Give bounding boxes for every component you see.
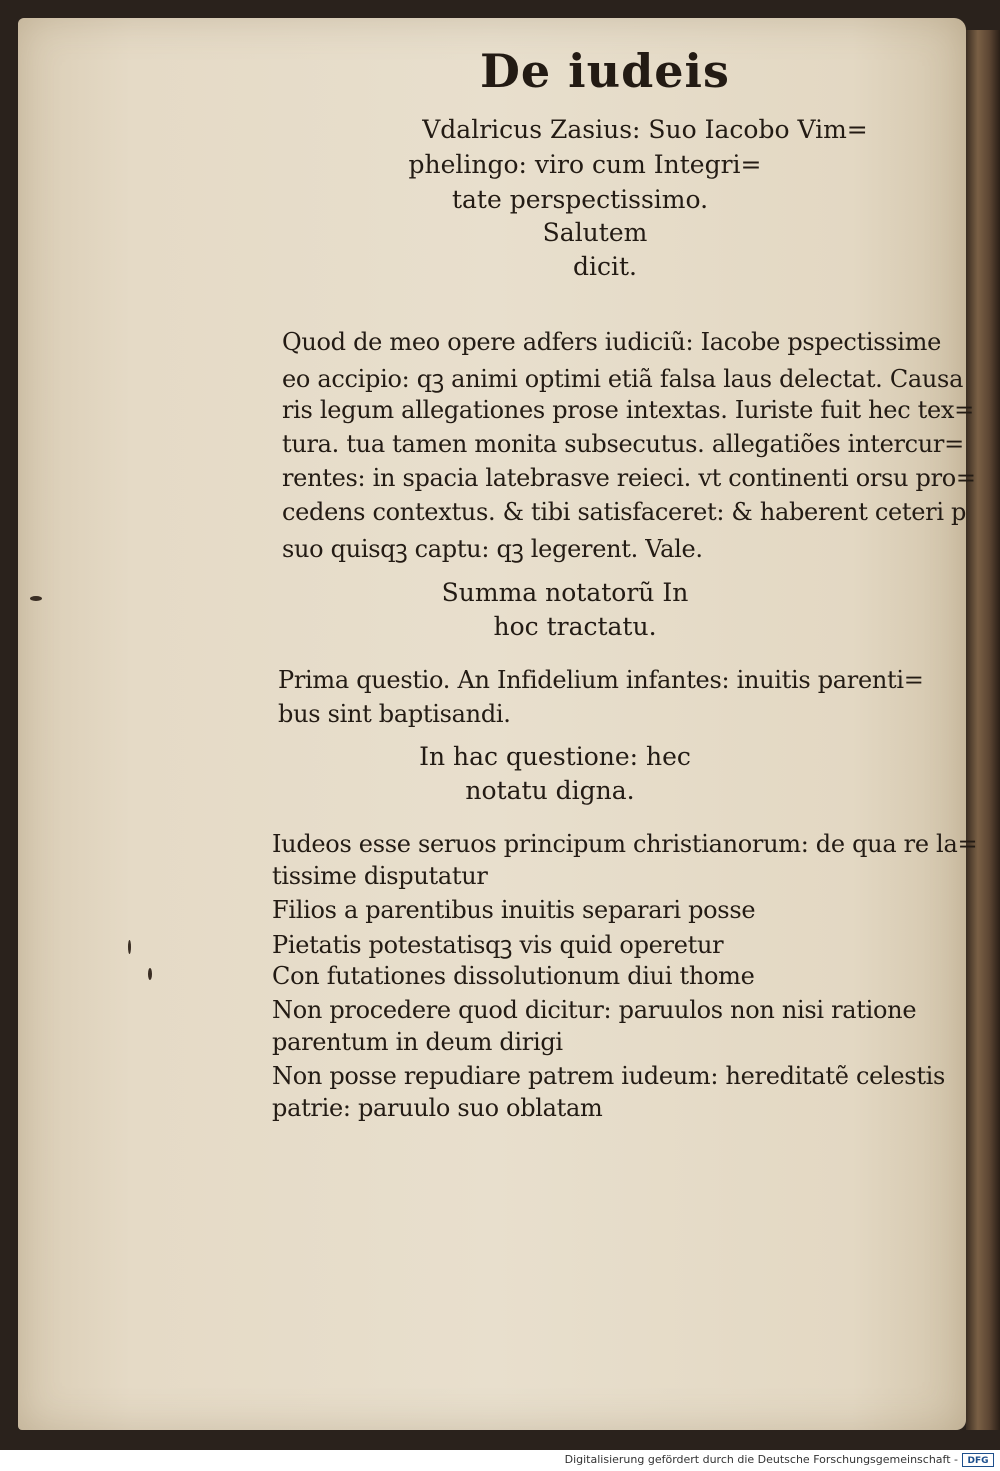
letter-line: tura. tua tamen monita subsecutus. allegatiões intercur= — [282, 430, 964, 458]
ink-blot — [148, 968, 152, 980]
letter-line: ris legum allegationes prose intextas. Iuriste fuit hec tex= — [282, 396, 974, 424]
address-line: Vdalricus Zasius: Suo Iacobo Vim= — [422, 115, 868, 144]
list-item: tissime disputatur — [272, 862, 488, 890]
list-item: patrie: paruulo suo oblatam — [272, 1094, 603, 1122]
list-item: Iudeos esse seruos principum christianorum: de qua re la= — [272, 830, 978, 858]
notable-heading-line: notatu digna. — [465, 776, 635, 805]
address-line: tate perspectissimo. — [451, 185, 709, 214]
book-spine — [966, 30, 1000, 1430]
letter-line: rentes: in spacia latebrasve reieci. vt continenti orsu pro= — [282, 464, 976, 492]
letter-line: Quod de meo opere adfers iudiciũ: Iacobe pspectissime — [282, 328, 942, 356]
ink-blot — [128, 940, 131, 954]
ink-blot — [30, 596, 42, 601]
letter-line: eo accipio: qꝫ animi optimi etiã falsa laus delectat. Causa — [282, 365, 964, 393]
address-line: dicit. — [573, 252, 637, 281]
page-heading: De iudeis — [480, 44, 730, 98]
dfg-logo-icon: DFG — [962, 1453, 994, 1467]
list-item: Non procedere quod dicitur: paruulos non nisi ratione — [272, 996, 917, 1024]
list-item: Pietatis potestatisqꝫ vis quid operetur — [272, 931, 724, 959]
question-line: Prima questio. An Infidelium infantes: inuitis parenti= — [278, 666, 924, 694]
list-item: parentum in deum dirigi — [272, 1028, 563, 1056]
list-item: Con futationes dissolutionum diui thome — [272, 962, 755, 990]
notable-heading-line: In hac questione: hec — [419, 742, 691, 771]
question-line: bus sint baptisandi. — [278, 700, 511, 728]
letter-line: suo quisqꝫ captu: qꝫ legerent. Vale. — [282, 535, 703, 563]
summary-heading-line: hoc tractatu. — [493, 612, 657, 641]
address-line: phelingo: viro cum Integri= — [408, 150, 762, 179]
list-item: Filios a parentibus inuitis separari posse — [272, 896, 756, 924]
funding-credit: Digitalisierung gefördert durch die Deutsche Forschungsgemeinschaft - — [564, 1453, 958, 1466]
list-item: Non posse repudiare patrem iudeum: hereditatẽ celestis — [272, 1062, 946, 1090]
summary-heading-line: Summa notatorũ In — [441, 578, 689, 607]
letter-line: cedens contextus. & tibi satisfaceret: & haberent ceteri p — [282, 498, 967, 526]
footer-bar — [0, 1450, 1000, 1471]
address-line: Salutem — [542, 218, 648, 247]
